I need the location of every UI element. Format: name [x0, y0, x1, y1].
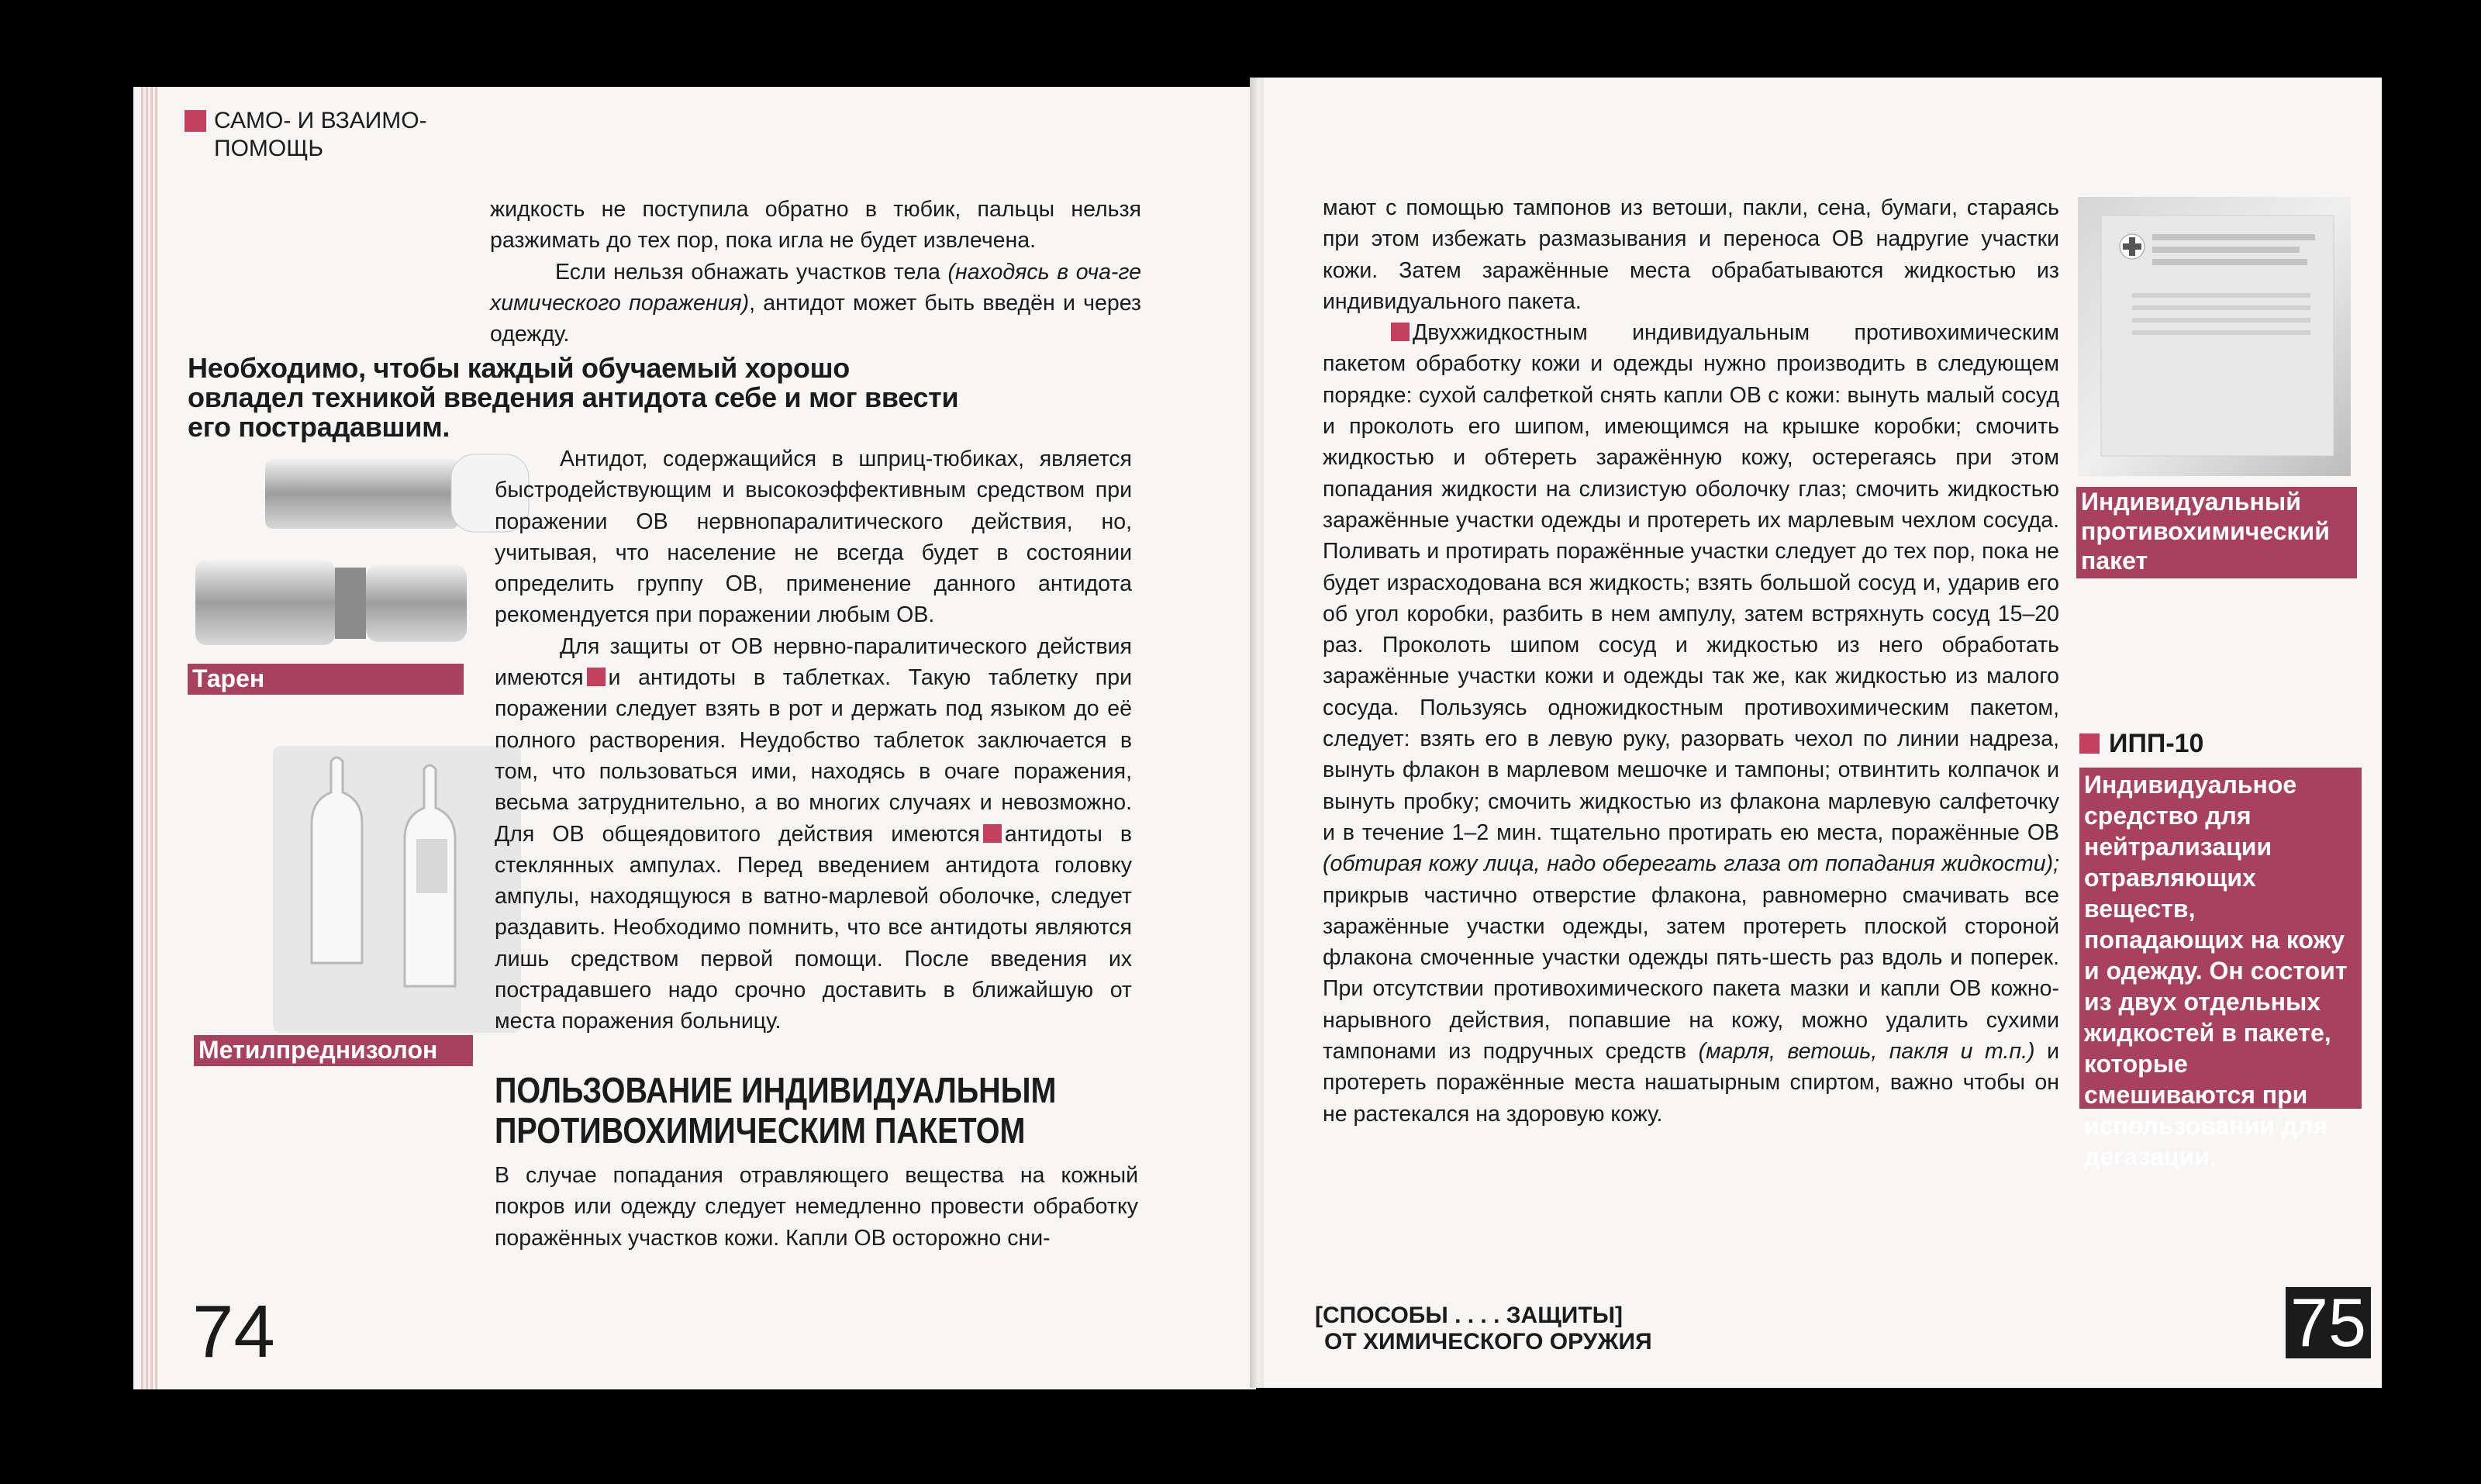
right-paragraph-2: Двухжидкостным индивидуальным противохимическим пакетом обработку кожи и одежды нужно производить в следующем порядке: сухой салфеткой снять капли ОВ с кожи: вынуть малый сосуд и проколоть его шипом, имеющимся на крышке коробки; смочить жидкостью и обтереть заражённую кожу, остерегаясь при этом попадания жидкости на слизистую оболочку глаз; смочить жидкостью заражённые участки одежды и протереть их марлевым чехлом сосуда. Поливать и протирать поражённые участки следует до тех пор, пока не будет израсходована вся жидкость; взять большой сосуд и, ударив его об угол коробки, разбить в нем ампулу, затем встряхнуть сосуд 15–20 раз. Проколоть шипом сосуд и жидкостью из него обработать заражённые участки кожи и одежды так же, как жидкостью из малого сосуда. Пользуясь одножидкостным противохимическим пакетом, следует: взять его в левую руку, разорвать чехол по линии надреза, вынуть флакон в марлевом мешочке и тампоны; отвинтить колпачок и вынуть пробку; смочить жидкостью из флакона марлевую салфеточку и в течение 1–2 мин. тщательно протирать ею места, поражённые ОВ (обтирая кожу лица, надо оберегать глаза от попадания жидкости); прикрыв частично отверстие флакона, равномерно смачивать все заражённые участки одежды, затем протереть плоской стороной флакона смоченные участки одежды пять-шесть раз вдоль и поперек. При отсутствии противохимического пакета мазки и капли ОВ кожно-нарывного действия, попавшие на кожу, можно удалить сухими тампонами из подручных средств (марля, ветошь, пакля и т.п.) и протереть поражённые места нашатырным спиртом, важно чтобы он не растекался на здоровую кожу.	[1323, 320, 2059, 1127]
paragraph-5: В случае попадания отравляющего вещества на кожный покров или одежду следует немедленно провести обработку поражённых участков кожи. Капли ОВ осторожно сни-	[495, 1163, 1138, 1251]
sidebar-marker	[2079, 733, 2100, 754]
footer	[1315, 1303, 1652, 1355]
caption-taren: Тарен	[188, 664, 464, 695]
right-paragraph-1: мают с помощью тампонов из ветоши, пакли, сена, бумаги, стараясь при этом избежать размазывания и переноса ОВ надругие участки кожи. Затем заражённые места обрабатываются жидкостью из индивидуального пакета.	[1323, 195, 2059, 314]
paragraph-3: Антидот, содержащийся в шприц-тюбиках, является быстродействующим и высокоэффективным средством при поражении ОВ нервнопаралитического действия, но, учитывая, что население не всегда будет в состоянии определить группу ОВ, применение данного антидота рекомендуется при поражении любым ОВ.	[495, 447, 1132, 628]
section-header-line1: САМО- И ВЗАИМО-	[214, 108, 427, 133]
paragraph-2: Если нельзя обнажать участков тела (находясь в оча-ге химического поражения), антидот может быть введён и через одежду.	[490, 259, 1141, 347]
intro-text	[490, 194, 1141, 350]
caption-methylprednisolone: Метилпреднизолон	[194, 1035, 473, 1066]
section-header-line2: ПОМОЩЬ	[214, 136, 324, 161]
footer-line1: [СПОСОБЫ . . . . ЗАЩИТЫ]	[1315, 1303, 1624, 1328]
footer-line2: ОТ ХИМИЧЕСКОГО ОРУЖИЯ	[1324, 1329, 1652, 1355]
bold-heading: Необходимо, чтобы каждый обучаемый хорошо овладел техникой введения антидота себе и мог ввести его пострадавшим.	[188, 352, 959, 443]
main-text	[495, 443, 1132, 1037]
page-right	[1264, 78, 2382, 1388]
page-number-right: 75	[2286, 1287, 2371, 1358]
page-number-left: 74	[192, 1290, 275, 1373]
section-marker	[185, 110, 206, 132]
section-title-line1: ПОЛЬЗОВАНИЕ ИНДИВИДУАЛЬНЫМ	[495, 1070, 1057, 1110]
right-main-text	[1323, 192, 2059, 1130]
packet-photo	[2078, 192, 2354, 479]
sidebar-title: ИПП-10	[2109, 729, 2204, 758]
marker-square	[983, 824, 1002, 843]
section-title	[495, 1070, 1056, 1151]
marker-square	[1391, 323, 1410, 341]
paragraph-4: Для защиты от ОВ нервно-паралитического действия имеются и антидоты в таблетках. Такую таблетку при поражении следует взять в рот и держать под языком до её полного растворения. Неудобство таблеток заключается в том, что пользоваться ими, находясь в очаге поражения, весьма затруднительно, а во многих случаях и невозможно. Для ОВ общеядовитого действия имеются антидоты в стеклянных ампулах. Перед введением антидота головку ампулы, находящуюся в ватно-марлевой оболочке, следует раздавить. Необходимо помнить, что все антидоты являются лишь средством первой помощи. После введения их пострадавшего надо срочно доставить в ближайшую от места поражения больницу.	[495, 633, 1132, 1034]
sidebar-text: Индивидуальное средство для нейтрализации отравляющих веществ, попадающих на кожу и одежду. Он состоит из двух отдельных жидкостей в пакете, которые смешиваются при использовании для дегазации.	[2079, 768, 2362, 1109]
section-header	[214, 107, 427, 163]
caption-packet: Индивидуальный противохимический пакет	[2076, 487, 2357, 578]
section-title-line2: ПРОТИВОХИМИЧЕСКИМ ПАКЕТОМ	[495, 1110, 1026, 1151]
final-text	[495, 1160, 1138, 1254]
intro-paragraph: жидкость не поступила обратно в тюбик, пальцы нельзя разжимать до тех пор, пока игла не будет извлечена.	[490, 197, 1141, 254]
page-edge	[141, 87, 158, 1389]
marker-square	[587, 668, 606, 686]
page-left	[133, 87, 1256, 1389]
